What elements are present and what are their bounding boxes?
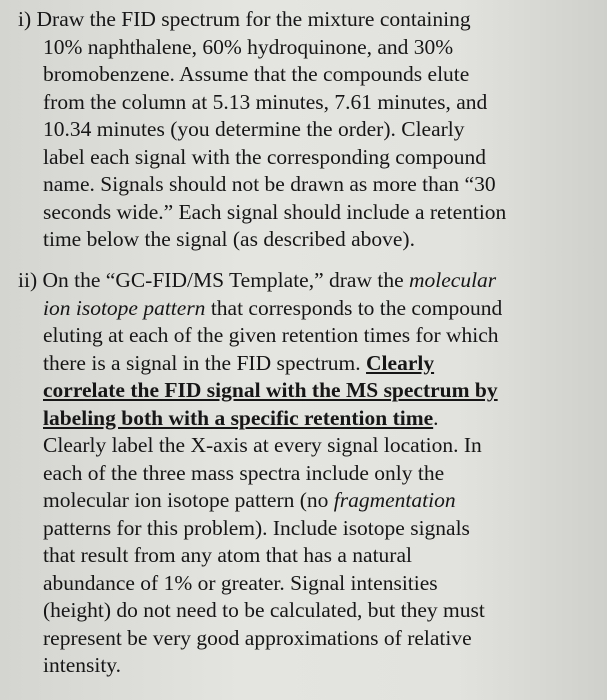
question-i — [18, 6, 573, 254]
question-i-line: 10% naphthalene, 60% hydroquinone, and 30% — [43, 34, 454, 59]
question-ii-text: that result from any atom that has a natural — [43, 543, 412, 567]
question-ii-marker: ii) — [18, 268, 38, 292]
question-i-line: 10.34 minutes (you determine the order). Clearly — [43, 117, 465, 141]
question-ii-text: abundance of 1% or greater. Signal intensities — [43, 570, 438, 595]
question-ii-text: intensity. — [43, 653, 122, 677]
question-i-line: name. Signals should not be drawn as more than “30 — [43, 172, 496, 196]
question-i-line: time below the signal (as described above). — [43, 227, 415, 251]
question-i-line: bromobenzene. Assume that the compounds elute — [43, 62, 470, 86]
question-ii — [18, 267, 578, 680]
question-ii-emphasis: Clearly — [366, 350, 435, 375]
question-ii-text: Clearly label the X-axis at every signal location. In — [43, 433, 482, 457]
question-ii-text: (height) do not need to be calculated, but they must — [43, 598, 485, 622]
question-i-marker: i) — [18, 7, 32, 31]
question-ii-italic-text: ion isotope pattern — [43, 295, 206, 320]
question-ii-text: represent be very good approximations of relative — [43, 625, 472, 650]
question-ii-text: each of the three mass spectra include only the — [43, 460, 445, 485]
question-ii-italic-text: molecular — [409, 268, 497, 292]
question-ii-text: molecular ion isotope pattern (no — [43, 488, 334, 512]
question-ii-text: . — [433, 405, 439, 430]
question-ii-italic-text: fragmentation — [333, 488, 456, 512]
question-ii-text: On the “GC-FID/MS Template,” draw the — [42, 268, 409, 292]
question-i-line: seconds wide.” Each signal should include a retention — [43, 199, 507, 224]
question-ii-text: there is a signal in the FID spectrum. — [43, 350, 367, 375]
question-ii-emphasis: correlate the FID signal with the MS spectrum by — [43, 378, 498, 402]
question-i-line: from the column at 5.13 minutes, 7.61 minutes, and — [43, 89, 488, 114]
question-i-line: Draw the FID spectrum for the mixture containing — [36, 7, 471, 31]
question-ii-text: patterns for this problem). Include isotope signals — [43, 515, 470, 540]
question-ii-emphasis: labeling both with a specific retention time — [43, 405, 434, 430]
question-i-line: label each signal with the corresponding compound — [43, 144, 487, 169]
question-ii-text: that corresponds to the compound — [205, 295, 503, 320]
question-ii-text: eluting at each of the given retention times for which — [43, 323, 499, 347]
